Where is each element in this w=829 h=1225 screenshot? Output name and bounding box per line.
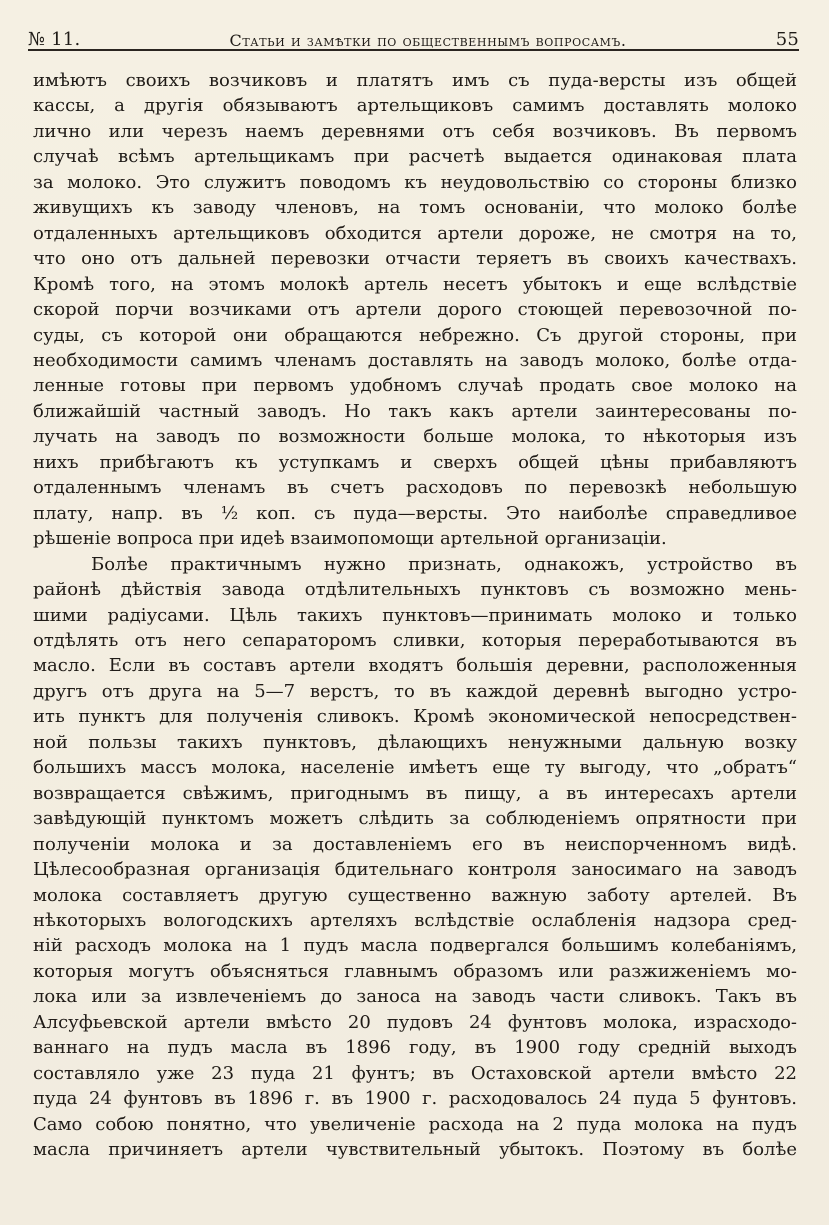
text-line: что оно отъ дальней перевозки отчасти теряетъ въ своихъ качествахъ. xyxy=(33,248,797,270)
text-line: лучать на заводъ по возможности больше молока, то нѣкоторыя изъ xyxy=(33,426,797,448)
article-body xyxy=(33,68,797,1162)
text-line: отдѣлять отъ него сепараторомъ сливки, которыя переработываются въ xyxy=(33,629,797,651)
text-line: нѣкоторыхъ вологодскихъ артеляхъ вслѣдствіе ослабленія надзора сред- xyxy=(33,909,797,931)
text-line: которыя могутъ объясняться главнымъ образомъ или разжиженіемъ мо- xyxy=(33,960,797,982)
text-line: лока или за извлеченіемъ до заноса на заводъ части сливокъ. Такъ въ xyxy=(33,986,797,1008)
text-line: плату, напр. въ ½ коп. съ пуда—версты. Это наиболѣе справедливое xyxy=(33,502,797,524)
text-line: районѣ дѣйствія завода отдѣлительныхъ пунктовъ съ возможно мень- xyxy=(33,579,797,601)
text-line: скорой порчи возчиками отъ артели дорого стоющей перевозочной по- xyxy=(33,299,797,321)
text-line: Болѣе практичнымъ нужно признать, однакожъ, устройство въ xyxy=(91,553,797,575)
text-line: завѣдующій пунктомъ можетъ слѣдить за соблюденіемъ опрятности при xyxy=(33,808,797,830)
text-line: суды, съ которой они обращаются небрежно. Съ другой стороны, при xyxy=(33,324,797,346)
text-line: ближайшій частный заводъ. Но такъ какъ артели заинтересованы по- xyxy=(33,400,797,422)
text-line: масла причиняетъ артели чувствительный убытокъ. Поэтому въ болѣе xyxy=(33,1139,797,1161)
text-line: Кромѣ того, на этомъ молокѣ артель несетъ убытокъ и еще вслѣдствіе xyxy=(33,273,797,295)
text-line: нихъ прибѣгаютъ къ уступкамъ и сверхъ общей цѣны прибавляютъ xyxy=(33,451,797,473)
text-line: кассы, а другія обязываютъ артельщиковъ самимъ доставлять молоко xyxy=(33,95,797,117)
text-line: отдаленнымъ членамъ въ счетъ расходовъ по перевозкѣ небольшую xyxy=(33,477,797,499)
text-line: лично или черезъ наемъ деревнями отъ себя возчиковъ. Въ первомъ xyxy=(33,120,797,142)
text-line: необходимости самимъ членамъ доставлять на заводъ молоко, болѣе отда- xyxy=(33,349,797,371)
text-line: Само собою понятно, что увеличеніе расхода на 2 пуда молока на пудъ xyxy=(33,1113,797,1135)
header-rule xyxy=(28,49,799,51)
text-line: составляло уже 23 пуда 21 фунтъ; въ Остаховской артели вмѣсто 22 xyxy=(33,1062,797,1084)
issue-number: № 11. xyxy=(28,29,81,50)
text-line: возвращается свѣжимъ, пригоднымъ въ пищу, а въ интересахъ артели xyxy=(33,782,797,804)
text-line: имѣютъ своихъ возчиковъ и платятъ имъ съ пуда-версты изъ общей xyxy=(33,70,797,91)
page-number: 55 xyxy=(775,29,799,50)
text-line: Алсуфьевской артели вмѣсто 20 пудовъ 24 фунтовъ молока, израсходо- xyxy=(33,1011,797,1033)
text-line: отдаленныхъ артельщиковъ обходится артели дороже, не смотря на то, xyxy=(33,222,797,244)
paragraph-1 xyxy=(33,68,797,552)
text-line: другъ отъ друга на 5—7 верстъ, то въ каждой деревнѣ выгодно устро- xyxy=(33,680,797,702)
text-line: молока составляетъ другую существенно важную заботу артелей. Въ xyxy=(33,884,797,906)
text-line: Цѣлесообразная организація бдительнаго контроля заносимаго на заводъ xyxy=(33,859,797,881)
paragraph-2 xyxy=(33,552,797,1163)
text-line: случаѣ всѣмъ артельщикамъ при расчетѣ выдается одинаковая плата xyxy=(33,146,797,168)
text-line: масло. Если въ составъ артели входятъ большія деревни, расположенныя xyxy=(33,655,797,677)
text-line: рѣшеніе вопроса при идеѣ взаимопомощи артельной организаціи. xyxy=(33,528,667,550)
running-title: Статьи и замѣтки по общественнымъ вопросамъ. xyxy=(229,31,627,50)
text-line: полученіи молока и за доставленіемъ его въ неиспорченномъ видѣ. xyxy=(33,833,797,855)
text-line: за молоко. Это служитъ поводомъ къ неудовольствію со стороны близко xyxy=(33,171,797,193)
text-line: ній расходъ молока на 1 пудъ масла подвергался большимъ колебаніямъ, xyxy=(33,935,797,957)
text-line: живущихъ къ заводу членовъ, на томъ основаніи, что молоко болѣе xyxy=(33,197,797,219)
text-line: ной пользы такихъ пунктовъ, дѣлающихъ ненужными дальную возку xyxy=(33,731,797,753)
text-line: ваннаго на пудъ масла въ 1896 году, въ 1900 году средній выходъ xyxy=(33,1037,797,1059)
text-line: ить пунктъ для полученія сливокъ. Кромѣ экономической непосредствен- xyxy=(33,706,797,728)
running-header xyxy=(28,20,799,50)
text-line: пуда 24 фунтовъ въ 1896 г. въ 1900 г. расходовалось 24 пуда 5 фунтовъ. xyxy=(33,1088,797,1110)
text-line: шими радіусами. Цѣль такихъ пунктовъ—принимать молоко и только xyxy=(33,604,797,626)
text-line: ленные готовы при первомъ удобномъ случаѣ продать свое молоко на xyxy=(33,375,797,397)
text-line: большихъ массъ молока, населеніе имѣетъ еще ту выгоду, что „обратъ“ xyxy=(33,757,797,779)
